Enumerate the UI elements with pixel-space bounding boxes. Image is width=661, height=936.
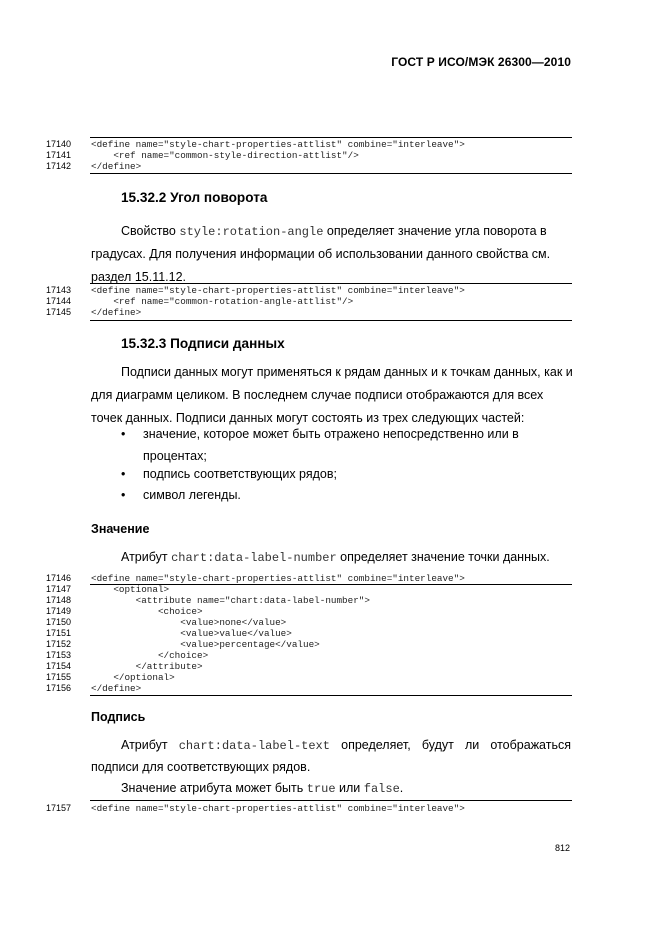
document-header: ГОСТ Р ИСО/МЭК 26300—2010 xyxy=(391,55,571,69)
code-block-2: 17143 <define name="style-chart-properties-attlist" combine="interleave"> 17144 <ref name="common-rotation-angle-attlist"/> 17145 </define> xyxy=(46,283,572,323)
bullet-marker: • xyxy=(121,467,126,481)
paragraph-line: Атрибут chart:data-label-number определяет значение точки данных. xyxy=(121,550,550,565)
bullet-marker: • xyxy=(121,488,126,502)
page-number: 812 xyxy=(555,843,571,853)
bullet-text: символ легенды. xyxy=(143,488,241,502)
code-block-1: 17140 <define name="style-chart-properties-attlist" combine="interleave"> 17141 <ref name="common-style-direction-attlist"/> 17142 </define> xyxy=(46,137,572,177)
section-heading-data-labels: 15.32.3 Подписи данных xyxy=(121,336,285,351)
code-block-3: 17146 <define name="style-chart-properties-attlist" combine="interleave"> 17147 <optional> 17148 <attribute name="chart:data-label-number"> 17149 <choice> 17150 <value>none</value> 17151 <value>value</value> 17152 <value>percentage</value> 17153 </choice> 17154 </attribute> 17155 </optional> 17156 </define> xyxy=(46,573,572,698)
section-heading-rotation: 15.32.2 Угол поворота xyxy=(121,190,268,205)
paragraph-line: Подписи данных могут применяться к рядам данных и к точкам данных, как и xyxy=(121,365,573,379)
bullet-text: процентах; xyxy=(143,449,207,463)
paragraph-line: Значение атрибута может быть true или false. xyxy=(121,781,404,796)
subheading-caption: Подпись xyxy=(91,710,146,724)
paragraph-line: Атрибут chart:data-label-text определяет, будут ли отображаться xyxy=(121,738,571,753)
paragraph-line: для диаграмм целиком. В последнем случае подписи отображаются для всех xyxy=(91,388,544,402)
subheading-value: Значение xyxy=(91,522,150,536)
paragraph-line: подписи для соответствующих рядов. xyxy=(91,760,311,774)
paragraph-line: Свойство style:rotation-angle определяет значение угла поворота в xyxy=(121,224,547,239)
bullet-text: подпись соответствующих рядов; xyxy=(143,467,337,481)
code-block-4: 17157 <define name="style-chart-properties-attlist" combine="interleave"> xyxy=(46,800,572,820)
paragraph-line: градусах. Для получения информации об использовании данного свойства см. xyxy=(91,247,551,261)
bullet-marker: • xyxy=(121,427,126,441)
bullet-text: значение, которое может быть отражено непосредственно или в xyxy=(143,427,519,441)
paragraph-line: точек данных. Подписи данных могут состоять из трех следующих частей: xyxy=(91,411,525,425)
paragraph-line: раздел 15.11.12. xyxy=(91,270,187,284)
